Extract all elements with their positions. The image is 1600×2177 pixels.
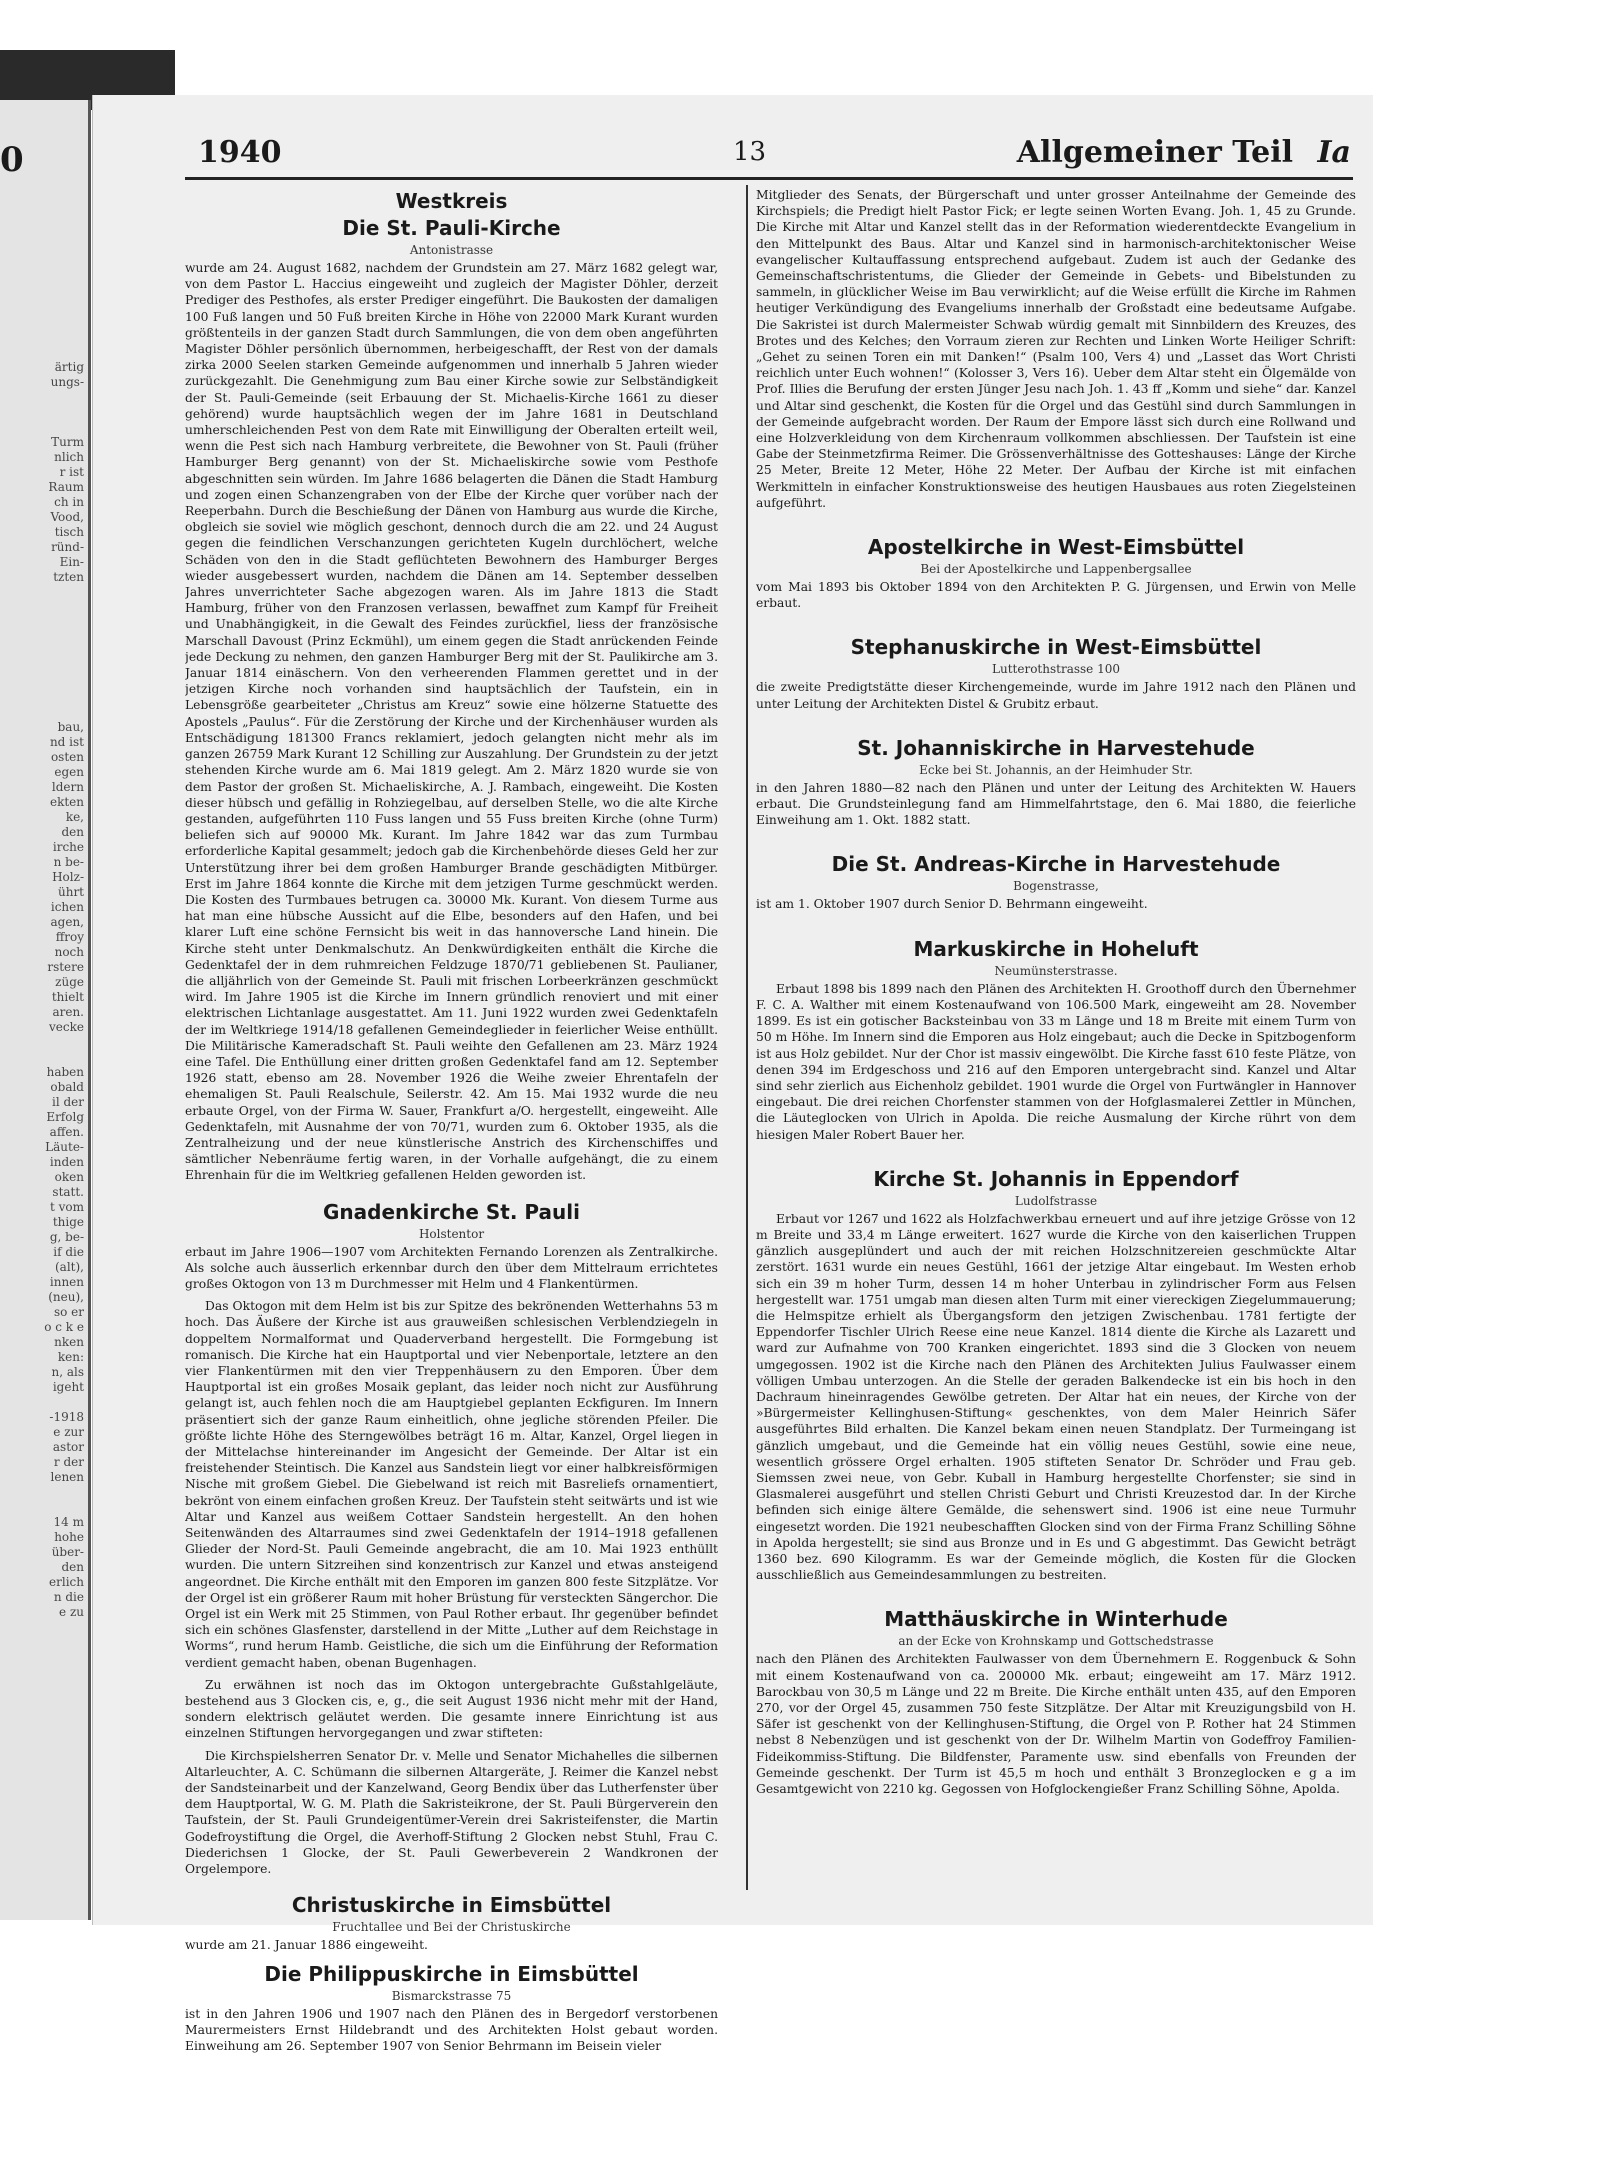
strip-fragment: r ist [59,465,84,479]
article-street: Bismarckstrasse 75 [391,1988,512,2003]
strip-fragment: inden [49,1155,84,1169]
strip-fragment: innen [49,1275,84,1289]
article-title-stephanuskirche: Stephanuskirche in West-Eimsbüttel [850,635,1262,660]
region-title: Westkreis [395,189,508,213]
article-text: ist am 1. Oktober 1907 durch Senior D. Behrmann eingeweiht. [756,897,1148,912]
strip-fragment: -1918 [49,1410,84,1424]
strip-fragment: (neu), [48,1290,84,1304]
strip-fragment: affen. [49,1125,84,1139]
strip-fragment: 14 m [53,1515,84,1529]
strip-fragment: ungs- [50,375,84,389]
strip-fragment: rstere [47,960,84,974]
strip-fragment [0,1485,88,1500]
strip-fragment: Holz- [52,870,84,884]
header-page-number: 13 [733,137,767,167]
strip-fragment: n die [53,1590,84,1604]
strip-fragment: oken [54,1170,84,1184]
strip-fragment: igeht [52,1380,84,1394]
article-text: die zweite Predigtstätte dieser Kirchengemeinde, wurde im Jahre 1912 nach den Plänen und unter Leitung der Architekten Distel & Grubitz erbaut. [756,680,1356,711]
strip-fragment: t vom [49,1200,84,1214]
strip-fragment: nd ist [49,735,84,749]
strip-fragment: ken: [57,1350,84,1364]
article-text: ist in den Jahren 1906 und 1907 nach den Plänen des in Bergedorf verstorbenen Maurermeisters Ernst Hildebrandt und des Architekten Holst gebaut worden. Einweihung am 26. September 1907 von Senior Behrmann im Beisein vieler [185,2006,718,2053]
article-street: Bogenstrasse, [1013,879,1099,894]
article-street: an der Ecke von Krohnskamp und Gottschedstrasse [898,1634,1214,1649]
previous-page-number-fragment: 0 [0,140,24,180]
article-title-st-johanniskirche: St. Johanniskirche in Harvestehude [857,735,1255,760]
strip-fragment: ührt [57,885,84,899]
strip-fragment: Raum [48,480,84,494]
strip-fragment: il der [51,1095,84,1109]
strip-fragment [0,615,88,630]
strip-fragment [0,705,88,720]
strip-fragment: e zu [59,1605,84,1619]
article-title-philippuskirche: Die Philippuskirche in Eimsbüttel [264,1961,639,1986]
strip-fragment: ärtig [54,360,84,374]
top-margin [0,0,1600,50]
strip-fragment: so er [53,1305,84,1319]
header-section-title: Allgemeiner Teil [1016,135,1294,170]
header-section [1017,135,1351,170]
strip-fragment: o c k e [44,1320,84,1334]
article-street: Neumünsterstrasse. [994,963,1118,978]
strip-fragment [0,645,88,660]
previous-page-text-fragments [0,100,88,1620]
strip-fragment: ichen [50,900,84,914]
strip-fragment [0,675,88,690]
article-text-continued: Mitglieder des Senats, der Bürgerschaft und unter grosser Anteilnahme der Gemeinde des Kirchspiels; die Predigt hielt Pastor Fick; er legte seinen Worten Evang. Joh. 1, 45 zu Grunde. Die Kirche mit Altar und Kanzel stellt das in der Reformation wiederentdeckte Evangelium in den Mittelpunkt des Baus. Altar und Kanzel sind in harmonisch-architektonischer Weise evangelischer Kultauffassung entsprechend aufgebaut. Zudem ist auch der Gedanke des Gemeinschaftschristentums, die Glieder der Gemeinde in Gebets- und Bibelstunden zu sammeln, in glücklicher Weise im Bau verwirklicht; auf die Weise erfüllt die Kirche im Rahmen heutiger Verkündigung des Evangeliums innerhalb der Großstadt eine bedeutsame Aufgabe. Die Sakristei ist durch Malermeister Schwab würdig gemalt mit Sinnbildern des Kreuzes, des Brotes und des Kelches; den Vorraum zieren zur Rechten und Linken Worte Heiliger Schrift: „Gehet zu seinen Toren ein mit Danken!“ (Psalm 100, Vers 4) und „Lasset das Wort Christi reichlich unter Euch wohnen!“ (Kolosser 3, Vers 16). Ueber dem Altar steht ein Ölgemälde von Prof. Illies die Berufung der ersten Jünger Jesu nach Joh. 1. 43 ff „Komm und siehe“ dar. Kanzel und Altar sind geschenkt, die Kosten für die Orgel und das Gestühl sind durch Sammlungen in der Gemeinde aufgebracht worden. Der Raum der Empore lässt sich durch eine Rollwand und eine Holzverkleidung von dem Kirchenraum vollkommen abschliessen. Der Taufstein ist eine Gabe der Steinmetzfirma Reimer. Die Grössenverhältnisse des Gotteshauses: Länge der Kirche 25 Meter, Breite 12 Meter, Höhe 22 Meter. Der Aufbau der Kirche ist mit einfachen Werkmitteln in einfacher Konstruktionsweise des heutigen Hausbaues aus roten Ziegelsteinen aufgeführt. [756,188,1356,510]
article-text: wurde am 21. Januar 1886 eingeweiht. [185,1938,428,1953]
strip-fragment [0,390,88,405]
previous-page-strip [0,100,91,1920]
strip-fragment: über- [51,1545,84,1559]
strip-fragment: den [61,1560,84,1574]
article-street: Ecke bei St. Johannis, an der Heimhuder Str. [919,762,1193,777]
strip-fragment: thielt [51,990,84,1004]
article-text: Erbaut 1898 bis 1899 nach den Plänen des Architekten H. Groothoff durch den Übernehmer F. C. A. Walther mit einem Kostenaufwand von 106.500 Mark, eingeweiht am 28. November 1899. Es ist ein gotischer Backsteinbau von 33 m Länge und 18 m Breite mit einem Turm von 50 m Höhe. Im Innern sind die Emporen aus Holz eingebaut; auch die Decke in Spitzbogenform ist aus Holz gebildet. Nur der Chor ist massiv eingewölbt. Die Kirche fasst 610 feste Plätze, von denen 394 im Erdgeschoss und 216 auf den Emporen untergebracht sind. Kanzel und Altar sind sehr zierlich aus Eichenholz gebildet. 1901 wurde die Orgel von Furtwängler in Hannover eingebaut. Die drei reichen Chorfenster stammen von der Hofglasmalerei Zettler in München, die Läuteglocken von Ulrich in Apolda. Die reiche Ausmalung der Kirche rührt von dem hiesigen Maler Robert Bauer her. [756,981,1356,1142]
article-street: Lutterothstrasse 100 [992,662,1120,677]
strip-fragment [0,1500,88,1515]
strip-fragment: Läute- [45,1140,84,1154]
strip-fragment: if die [53,1245,84,1259]
strip-fragment: vecke [49,1020,84,1034]
strip-fragment: ke, [65,810,84,824]
article-title-st-pauli: Die St. Pauli-Kirche [342,216,561,240]
strip-fragment: Ein- [59,555,84,569]
column-divider [746,185,748,1890]
strip-fragment [0,585,88,600]
strip-fragment [0,690,88,705]
article-title-gnadenkirche: Gnadenkirche St. Pauli [322,1199,580,1224]
article-title-markuskirche: Markuskirche in Hoheluft [913,936,1199,961]
article-text: Erbaut vor 1267 und 1622 als Holzfachwerkbau erneuert und auf ihre jetzige Grösse von 12 m Breite und 33,4 m Länge erweitert. 1627 wurde die Kirche von den kaiserlichen Truppen gänzlich ausgeplündert und auch der mit reichen Holzschnitzereien geschmückte Altar zerstört. 1631 wurde ein neues Gestühl, 1661 der jetzige Altar eingebaut. Im Westen erhob sich ein 39 m hoher Turm, dessen 14 m hoher Unterbau in zylindrischer Form aus Felsen hergestellt war. 1751 umgab man diesen alten Turm mit einer viereckigen Ziegelummauerung; die Helmspitze erhielt als Übergangsform den jetzigen Zwischenbau. 1781 fertigte der Eppendorfer Tischler Ulrich Reese eine neue Kanzel. 1814 diente die Kirche als Lazarett und ward zur Aufnahme von 700 Kranken eingerichtet. 1893 sind die 3 Glocken von neuem umgegossen. 1902 ist die Kirche nach den Plänen des Architekten Julius Faulwasser einem völligen Umbau unterzogen. An die Stelle der geraden Balkendecke ist ein bis hoch in den Dachraum hineinragendes Gewölbe getreten. Der Altar hat ein neues, der Kirche von der »Bürgermeister Kellinghusen-Stiftung« geschenktes, von dem Maler Heinrich Säfer ausgeführtes Bild erhalten. Die Kanzel bekam einen neuen Standplatz. Der Turmeingang ist gänzlich umgebaut, und die Gemeinde hat ein völlig neues Gestühl, sowie eine neue, wesentlich grössere Orgel erhalten. 1905 stifteten Senator Dr. Schröder und Frau geb. Siemssen zwei neue, von Gebr. Kuball in Hamburg hergestellte Chorfenster; sie sind in Glasmalerei ausgeführt und stellen Christi Geburt und Christi Kreuzestod dar. In der Kirche befinden sich einige ältere Gemälde, die sehenswert sind. 1906 ist eine neue Turmuhr eingesetzt worden. Die 1921 neubeschafften Glocken sind von der Firma Franz Schilling Söhne in Apolda hergestellt; sie sind aus Bronze und in Es und G abgestimmt. Das Gewicht beträgt 1360 bez. 690 Kilogramm. Es war der Gemeinde möglich, die Kosten für die Glocken ausschließlich aus Gemeindesammlungen zu bestreiten. [756,1211,1356,1583]
strip-fragment: n be- [53,855,84,869]
strip-fragment: den [61,825,84,839]
strip-fragment: osten [50,750,84,764]
article-title-apostelkirche: Apostelkirche in West-Eimsbüttel [867,535,1245,560]
article-title-eppendorf: Kirche St. Johannis in Eppendorf [873,1166,1239,1191]
left-column [185,187,718,2060]
article-text: Zu erwähnen ist noch das im Oktogon untergebrachte Gußstahlgeläute, bestehend aus 3 Glocken cis, e, g., die seit August 1936 nicht mehr mit der Hand, sondern elektrisch geläutet werden. Die gesamte innere Einrichtung ist aus einzelnen Stiftungen hervorgegangen und zwar stifteten: [185,1677,718,1741]
strip-fragment: lenen [50,1470,84,1484]
strip-fragment: Vood, [50,510,84,524]
strip-fragment: thige [52,1215,84,1229]
strip-fragment: ffroy [55,930,84,944]
strip-fragment: ldern [51,780,84,794]
article-text: vom Mai 1893 bis Oktober 1894 von den Architekten P. G. Jürgensen, und Erwin von Melle erbaut. [756,580,1356,611]
strip-fragment: erlich [49,1575,84,1589]
strip-fragment: tzten [53,570,84,584]
article-title-matthaeuskirche: Matthäuskirche in Winterhude [884,1607,1228,1632]
article-street: Ludolfstrasse [1014,1193,1098,1208]
strip-fragment: n, als [51,1365,84,1379]
strip-fragment: Turm [51,435,84,449]
strip-fragment: tisch [54,525,84,539]
strip-fragment: statt. [52,1185,84,1199]
strip-fragment [0,1050,88,1065]
strip-fragment: Erfolg [46,1110,84,1124]
header-section-mark: Ia [1317,135,1351,170]
strip-fragment: hohe [54,1530,84,1544]
strip-fragment: r der [53,1455,84,1469]
strip-fragment: nken [54,1335,84,1349]
strip-fragment: irche [52,840,84,854]
strip-fragment: bau, [57,720,84,734]
strip-fragment: aren. [52,1005,84,1019]
article-title-christuskirche: Christuskirche in Eimsbüttel [291,1893,612,1918]
strip-fragment: ch in [54,495,84,509]
strip-fragment [0,1395,88,1410]
strip-fragment: noch [54,945,84,959]
article-text: nach den Plänen des Architekten Faulwasser von dem Übernehmern E. Roggenbuck & Sohn mit einem Kostenaufwand von ca. 200000 Mk. erbaut; eingeweiht am 17. März 1912. Barockbau von 30,5 m Länge und 22 m Breite. Die Kirche enthält unten 435, auf den Emporen 270, vor der Orgel 45, zusammen 750 feste Sitzplätze. Der Altar mit Kreuzigungsbild von H. Säfer ist geschenkt von der Kellinghusen-Stiftung, die Orgel von P. Rother hat 24 Stimmen nebst 8 Nebenzügen und ist geschenkt von der Dr. Wilhelm Martin von Godeffroy Familien-Fideikommiss-Stiftung. Die Bildfenster, Paramente usw. sind ebenfalls von Freunden der Gemeinde geschenkt. Der Turm ist 45,5 m hoch und enthält 3 Bronzeglocken e g a im Gesamtgewicht von 2210 kg. Gegossen von Hofglockengießer Franz Schilling Söhne, Apolda. [756,1652,1356,1797]
strip-fragment: züge [55,975,84,989]
article-text: erbaut im Jahre 1906—1907 vom Architekten Fernando Lorenzen als Zentralkirche. Als solche auch äusserlich erkennbar durch den über dem Mittelraum errichtetes großes Oktogon von 13 m Durchmesser mit Helm und 4 Flankentürmen. [185,1244,718,1291]
strip-fragment: obald [50,1080,84,1094]
strip-fragment [0,660,88,675]
right-column [756,187,1356,1803]
strip-fragment: haben [46,1065,84,1079]
strip-fragment: e zur [53,1425,84,1439]
article-title-st-andreas: Die St. Andreas-Kirche in Harvestehude [831,852,1281,877]
strip-fragment [0,420,88,435]
strip-fragment: g, be- [49,1230,84,1244]
strip-fragment: astor [52,1440,84,1454]
article-street: Antonistrasse [409,243,494,257]
header-year: 1940 [198,135,282,170]
article-text: Das Oktogon mit dem Helm ist bis zur Spitze des bekrönenden Wetterhahns 53 m hoch. Das Äußere der Kirche ist aus grauweißen schlesischen Verblendziegeln in doppeltem Normalformat und Quaderverband hergestellt. Die Formgebung ist romanisch. Die Kirche hat ein Hauptportal und vier Nebenportale, letztere an den vier Flankentürmen mit den vier Treppenhäusern zu den Emporen. Über dem Hauptportal ist ein großes Mosaik geplant, das leider noch nicht zur Ausführung gelangt ist, auch fehlen noch die am Hauptgiebel geplanten Eckfiguren. Im Innern präsentiert sich der ganze Raum einheitlich, ohne jegliche störenden Pfeiler. Die größte lichte Höhe des Sterngewölbes beträgt 16 m. Altar, Kanzel, Orgel liegen in der Mittelachse hintereinander im Angesicht der Gemeinde. Der Altar ist ein freistehender Steintisch. Die Kanzel aus Sandstein liegt vor einer halbkreisförmigen Nische mit großem Giebel. Die Giebelwand ist reich mit Basreliefs ornamentiert, bekrönt von einem einfachen großen Kreuz. Der Taufstein steht seitwärts und ist wie Altar und Kanzel aus weißem Cottaer Sandstein hergestellt. An den hohen Seitenwänden des Altarraumes sind zwei Gedenktafeln der 1914–1918 gefallenen Glieder der Nord-St. Pauli Gemeinde angebracht, die am 10. Mai 1923 enthüllt wurden. Die untern Sitzreihen sind konzentrisch zur Kanzel und etwas ansteigend angeordnet. Die Kirche enthält mit den Emporen im ganzen 800 feste Sitzplätze. Vor der Orgel ist ein größerer Raum mit hoher Brüstung für versteckten Sängerchor. Die Orgel ist ein Werk mit 25 Stimmen, von Paul Rother erbaut. Ihr gegenüber befindet sich ein schönes Glasfenster, darstellend in der Mitte „Luther auf dem Reichstage in Worms“, rund herum Hamb. Geistliche, die sich um die Einführung der Reformation verdient gemacht haben, obenan Bugenhagen. [185,1299,718,1670]
strip-fragment: (alt), [55,1260,84,1274]
article-street: Bei der Apostelkirche und Lappenbergsallee [920,562,1192,577]
article-street: Holstentor [418,1226,485,1241]
strip-fragment: ründ- [51,540,84,554]
strip-fragment: ekten [49,795,84,809]
strip-fragment [0,1035,88,1050]
strip-fragment [0,405,88,420]
strip-fragment: egen [54,765,84,779]
article-text: wurde am 24. August 1682, nachdem der Grundstein am 27. März 1682 gelegt war, von dem Pastor L. Haccius eingeweiht und zugleich der Magister Döhler, derzeit Prediger des Pesthofes, als erster Prediger eingeführt. Die Baukosten der damaligen 100 Fuß langen und 50 Fuß breiten Kirche in Höhe von 22000 Mark Kurant wurden größtenteils in der ganzen Stadt durch Sammlungen, die von dem oben angeführten Magister Döhler persönlich übernommen, herbeigeschafft, der Rest von der damals zirka 2000 Seelen starken Gemeinde aufgenommen und innerhalb 5 Jahren wieder zurückgezahlt. Die Genehmigung zum Bau einer Kirche sowie zur Selbständigkeit der St. Pauli-Gemeinde (seit Erbauung der St. Michaelis-Kirche 1661 zu dieser gehörend) wurde hauptsächlich wegen der im Jahre 1681 in Deutschland umherschleichenden Pest von dem Rate mit Einwilligung der Oberalten erteilt weil, wenn die Pest sich nach Hamburg verbreitete, die Bewohner von St. Pauli (früher Hamburger Berg genannt) von der St. Michaeliskirche sowie vom Pesthofe abgeschnitten sein würden. Im Jahre 1686 belagerten die Dänen die Stadt Hamburg und zogen einen Schanzengraben von der Elbe der Kirche quer vorüber nach der Reeperbahn. Durch die Beschießung der Dänen von Hamburg aus wurde die Kirche, obgleich sie soviel wie möglich geschont, dennoch durch die am 22. und 24 August gegen die feindlichen Verschanzungen gerichteten Kugeln durchlöchert, welche Schäden von den in die Stadt geflüchteten Bewohnern des Hamburger Berges wieder ausgebessert wurden, nachdem die Dänen am 14. September desselben Jahres unverrichteter Sache abgezogen waren. Als im Jahre 1813 die Stadt Hamburg, früher von den Franzosen verlassen, bewaffnet zum Kampf für Freiheit und Unabhängigkeit, in die Gewalt des Feindes zurückfiel, liess der französische Marschall Davoust (Prinz Eckmühl), um einem gegen die Stadt anrückenden Feinde jede Deckung zu nehmen, den ganzen Hamburger Berg mit der St. Paulikirche am 3. Januar 1814 einäschern. Von den verheerenden Flammen gerettet und in der jetzigen Kirche noch vorhanden sind hauptsächlich der Taufstein, ein in Lebensgröße gearbeiteter „Christus am Kreuz“ sowie eine hölzerne Statuette des Apostels „Paulus“. Für die Zerstörung der Kirche und der Kirchenhäuser wurden als Entschädigung 181300 Francs reklamiert, jedoch gelangten nicht mehr als im ganzen 26759 Mark Kurant 12 Schilling zur Auszahlung. Der Grundstein zu der jetzt stehenden Kirche wurde am 6. Mai 1819 gelegt. Am 2. März 1820 wurde sie von dem Pastor der großen St. Michaeliskirche, A. J. Rambach, eingeweiht. Die Kosten dieser hübsch und gefällig in Rohziegelbau, auf derselben Stelle, wo die alte Kirche gestanden, aufgeführten 110 Fuss langen und 55 Fuss breiten Kirche (ohne Turm) beliefen sich auf 90000 Mk. Kurant. Im Jahre 1842 war das zum Turmbau erforderliche Kapital gesammelt; jedoch gab die Kirchenbehörde dieses Geld her zur Unterstützung ihrer bei dem großen Hamburger Brande geschädigten Mitbürger. Erst im Jahre 1864 konnte die Kirche mit dem jetzigen Turme geschmückt werden. Die Kosten des Turmbaues betrugen ca. 30000 Mk. Kurant. Von diesem Turme aus hat man eine hübsche Aussicht auf die Elbe, besonders auf den Hafen, und bei klarer Luft eine schöne Fernsicht bis weit in das hannoversche Land hinein. Die Kirche steht unter Denkmalschutz. An Denkwürdigkeiten enthält die Kirche die Gedenktafel der in dem ruhmreichen Feldzuge 1870/71 gebliebenen St. Paulianer, die alljährlich von der Gemeinde St. Pauli mit frischen Lorbeerkränzen geschmückt wird. Im Jahre 1905 ist die Kirche im Innern gründlich renoviert und mit einer elektrischen Lichtanlage ausgestattet. Am 11. Juni 1922 wurden zwei Gedenktafeln der im Weltkriege 1914/18 gefallenen Gemeindeglieder in feierlicher Weise enthüllt. Die Militärische Kameradschaft St. Pauli weihte den Gefallenen am 23. März 1924 eine Tafel. Die Enthüllung einer dritten großen Gedenktafel fand am 12. September 1926 statt, ebenso am 28. November 1926 die Weihe zweier Ehrentafeln der ehemaligen St. Pauli Realschule, Seilerstr. 42. Am 15. Mai 1932 wurde die neu erbaute Orgel, von der Firma W. Sauer, Frankfurt a/O. hergestellt, eingeweiht. Alle Gedenktafeln, mit Ausnahme der von 70/71, wurden zum 6. Oktober 1935, als die Zentralheizung und der neue künstlerische Anstrich des Kirchenschiffes und sämtlicher Nebenräume fertig waren, in der Vorhalle aufgehängt, die zu einem Ehrenhain für die im Weltkrieg gefallenen Helden geworden ist. [185,261,718,1183]
strip-fragment [0,600,88,615]
article-text: Die Kirchspielsherren Senator Dr. v. Melle und Senator Michahelles die silbernen Altarleuchter, A. C. Schümann die silbernen Altargeräte, J. Reimer die Kanzel nebst der Sandsteinarbeit und der Kanzelwand, Georg Bendix über das Lutherfenster über dem Hauptportal, W. G. M. Plath die Sakristeikrone, der St. Pauli Bürgerverein den Taufstein, der St. Pauli Grundeigentümer-Verein drei Sakristeifenster, die Martin Godefroystiftung die Orgel, die Averhoff-Stiftung 2 Glocken nebst Stuhl, Frau C. Diederichsen 1 Glocke, der St. Pauli Gewerbeverein 2 Wandkronen der Orgelempore. [185,1748,718,1877]
strip-fragment [0,630,88,645]
strip-fragment: agen, [50,915,84,929]
newspaper-page [92,95,1373,2053]
strip-fragment: nlich [54,450,84,464]
article-text: in den Jahren 1880—82 nach den Plänen und unter der Leitung des Architekten W. Hauers erbaut. Die Grundsteinlegung fand am Himmelfahrtstage, den 6. Mai 1880, die feierliche Einweihung am 1. Okt. 1882 statt. [756,780,1356,828]
article-street: Fruchtallee und Bei der Christuskirche [332,1920,571,1935]
header-rule [185,177,1353,180]
